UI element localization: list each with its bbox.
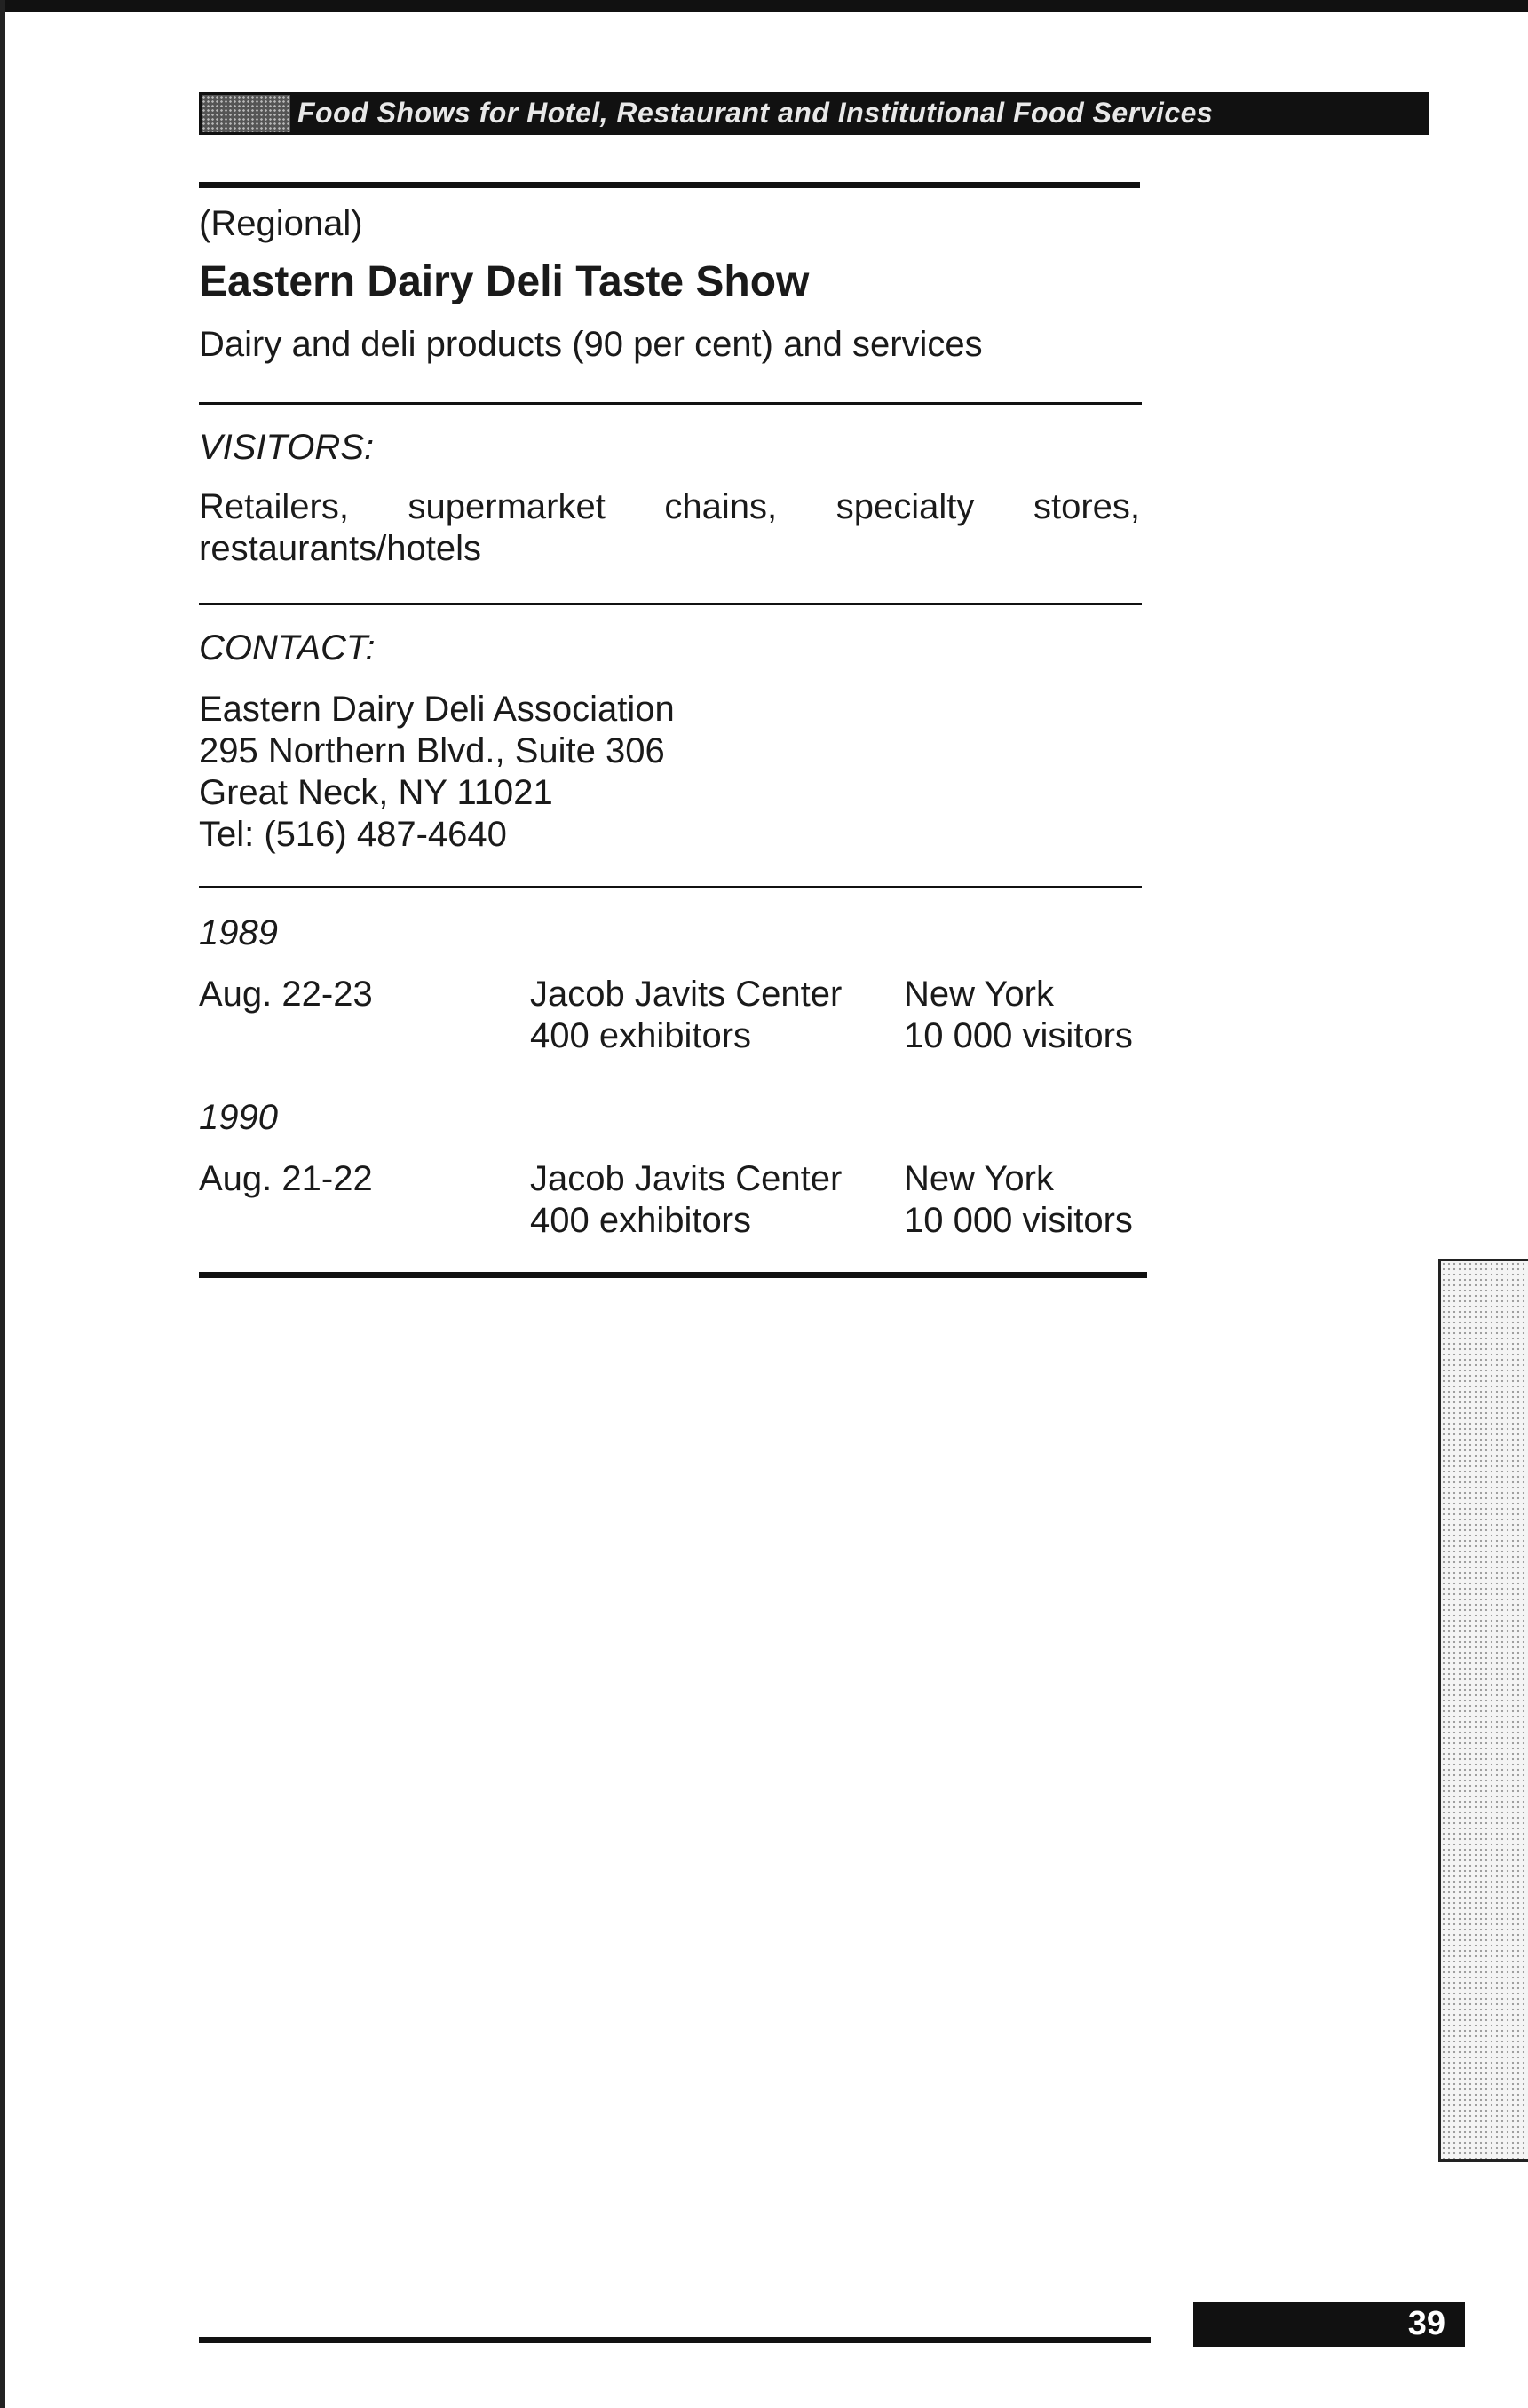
- page-top-border: [0, 0, 1528, 12]
- contact-city: Great Neck, NY 11021: [199, 773, 553, 812]
- header-dither-pattern: [202, 95, 290, 132]
- event-year: 1990: [199, 1098, 278, 1137]
- visitors-line-1: [199, 486, 1140, 528]
- event-visitors: 10 000 visitors: [904, 1016, 1133, 1055]
- side-thumb-tab: [1438, 1259, 1528, 2162]
- visitors-word: specialty: [835, 487, 975, 526]
- event-exhibitors: 400 exhibitors: [530, 1016, 752, 1055]
- visitors-word: Retailers,: [199, 487, 349, 526]
- running-header-band: [199, 92, 1429, 135]
- event-venue: Jacob Javits Center: [530, 975, 843, 1014]
- visitors-text: [199, 486, 1140, 570]
- event-city: New York: [904, 1159, 1054, 1198]
- divider-events: [199, 886, 1142, 888]
- entry-bottom-rule: [199, 1272, 1147, 1278]
- event-city: New York: [904, 975, 1054, 1014]
- contact-address: 295 Northern Blvd., Suite 306: [199, 731, 665, 770]
- visitors-label: VISITORS:: [199, 428, 375, 467]
- running-header-title: Food Shows for Hotel, Restaurant and Institutional Food Services: [297, 97, 1214, 129]
- visitors-word: chains,: [664, 487, 778, 526]
- divider-visitors: [199, 402, 1142, 405]
- footer-rule: [199, 2337, 1151, 2343]
- divider-contact: [199, 603, 1142, 605]
- visitors-line-2: restaurants/hotels: [199, 529, 481, 568]
- entry-description: Dairy and deli products (90 per cent) and services: [199, 325, 983, 364]
- page-number: 39: [1407, 2305, 1445, 2342]
- event-exhibitors: 400 exhibitors: [530, 1201, 752, 1240]
- contact-label: CONTACT:: [199, 628, 376, 667]
- entry-top-rule: [199, 182, 1140, 188]
- visitors-word: supermarket: [408, 487, 606, 526]
- event-year: 1989: [199, 913, 278, 952]
- entry-title: Eastern Dairy Deli Taste Show: [199, 258, 810, 305]
- contact-phone: Tel: (516) 487-4640: [199, 815, 507, 854]
- page-number-box: [1193, 2302, 1465, 2347]
- event-dates: Aug. 22-23: [199, 975, 373, 1014]
- page-left-edge: [0, 0, 5, 2408]
- entry-scope: (Regional): [199, 204, 363, 243]
- visitors-word: stores,: [1033, 487, 1140, 526]
- event-visitors: 10 000 visitors: [904, 1201, 1133, 1240]
- event-venue: Jacob Javits Center: [530, 1159, 843, 1198]
- contact-organization: Eastern Dairy Deli Association: [199, 690, 675, 729]
- event-dates: Aug. 21-22: [199, 1159, 373, 1198]
